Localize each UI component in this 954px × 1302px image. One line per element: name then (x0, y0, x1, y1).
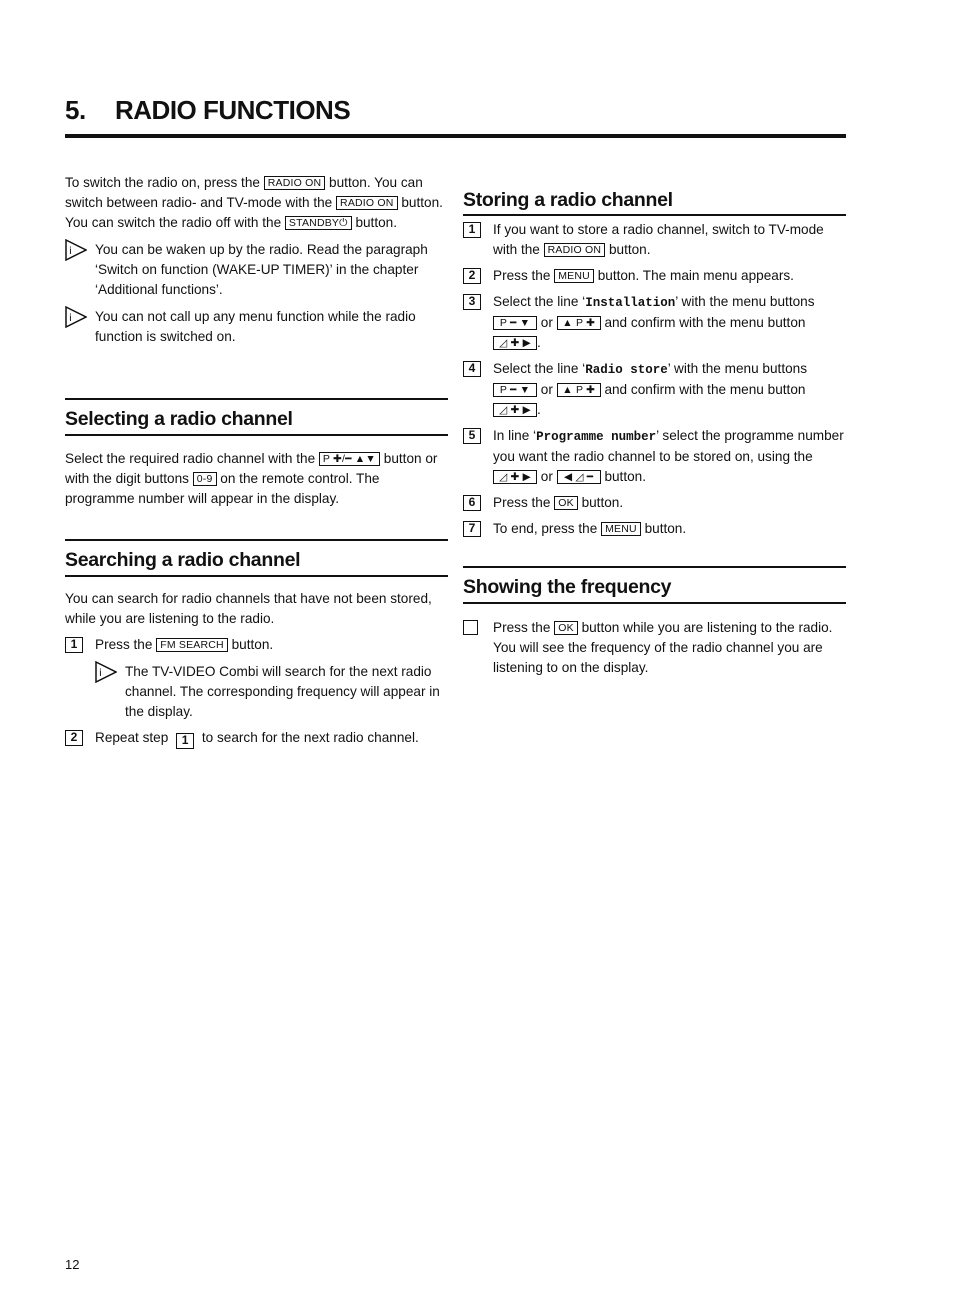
p-minus-key: P ━ ▼ (493, 383, 537, 397)
section-heading (463, 190, 846, 216)
step-item: 5 In line ‘Programme number’ select the programme number you want the radio channel to be stored on, using the ◿ ✚ ▶ or ◀ ◿ ━ button. (463, 426, 846, 487)
p-minus-key: P ━ ▼ (493, 316, 537, 330)
ok-key: OK (554, 621, 578, 635)
info-icon (95, 661, 117, 683)
menu-line-name: Installation (585, 296, 676, 310)
left-column (65, 173, 448, 347)
intro-paragraph: To switch the radio on, press the RADIO ON button. You can switch between radio- and TV-mode with the RADIO ON button. You can switch the radio off with the STANDBY⏻ button. (65, 175, 443, 230)
step-number: 7 (463, 521, 481, 537)
ok-key: OK (554, 496, 578, 510)
volume-plus-key: ◿ ✚ ▶ (493, 336, 537, 350)
step-item: 4 Select the line ‘Radio store’ with the menu buttons P ━ ▼ or ▲ P ✚ and confirm with the menu button ◿ ✚ ▶ . (463, 359, 846, 420)
program-key: P ✚/━ ▲▼ (319, 452, 380, 466)
section-heading (65, 398, 448, 436)
radio-on-key: RADIO ON (544, 243, 606, 257)
note-text: You can not call up any menu function while the radio function is switched on. (95, 309, 416, 344)
radio-on-key: RADIO ON (336, 196, 398, 210)
step-number: 6 (463, 495, 481, 511)
section-paragraph: Select the required radio channel with the P ✚/━ ▲▼ button or with the digit buttons 0-9 on the remote control. The programme number will appear in the display. (65, 451, 438, 506)
searching-section (65, 539, 448, 749)
step-item: 1 Press the FM SEARCH button. (65, 635, 448, 655)
volume-plus-key: ◿ ✚ ▶ (493, 403, 537, 417)
step-number: 2 (65, 730, 83, 746)
step-item: 2 Press the MENU button. The main menu appears. (463, 266, 846, 286)
standby-key: STANDBY⏻ (285, 216, 352, 230)
section-title: Selecting a radio channel (65, 408, 293, 430)
svg-text:i: i (69, 246, 72, 257)
digit-key: 0-9 (193, 472, 217, 486)
frequency-section (463, 566, 846, 678)
step-reference: 1 (176, 733, 194, 749)
section-title: Searching a radio channel (65, 549, 301, 571)
section-heading (65, 539, 448, 577)
step-item: 7 To end, press the MENU button. (463, 519, 846, 539)
step-number: 5 (463, 428, 481, 444)
step-item: 1 If you want to store a radio channel, switch to TV-mode with the RADIO ON button. (463, 220, 846, 260)
volume-plus-key: ◿ ✚ ▶ (493, 470, 537, 484)
note-text: The TV-VIDEO Combi will search for the next radio channel. The corresponding frequency will appear in the display. (125, 664, 440, 719)
step-number: 3 (463, 294, 481, 310)
radio-on-key: RADIO ON (264, 176, 326, 190)
menu-key: MENU (554, 269, 594, 283)
section-title: Showing the frequency (463, 576, 672, 598)
menu-line-name: Radio store (585, 363, 668, 377)
info-icon (65, 239, 87, 261)
p-plus-key: ▲ P ✚ (557, 316, 601, 330)
svg-text:i: i (69, 313, 72, 324)
info-note (95, 662, 448, 722)
step-item: Press the OK button while you are listening to the radio. You will see the frequency of the radio channel you are listening to on the display. (463, 618, 846, 678)
info-note (65, 307, 448, 347)
chapter-heading (65, 95, 846, 138)
step-number: 1 (65, 637, 83, 653)
fm-search-key: FM SEARCH (156, 638, 228, 652)
info-note (65, 240, 448, 300)
step-number: 2 (463, 268, 481, 284)
p-plus-key: ▲ P ✚ (557, 383, 601, 397)
note-text: You can be waken up by the radio. Read the paragraph ‘Switch on function (WAKE-UP TIMER)’ in the chapter ‘Additional functions’. (95, 242, 428, 297)
step-item: 3 Select the line ‘Installation’ with the menu buttons P ━ ▼ or ▲ P ✚ and confirm with the menu button ◿ ✚ ▶ . (463, 292, 846, 353)
volume-minus-key: ◀ ◿ ━ (557, 470, 601, 484)
menu-key: MENU (601, 522, 641, 536)
menu-line-name: Programme number (536, 430, 657, 444)
section-paragraph: You can search for radio channels that have not been stored, while you are listening to the radio. (65, 591, 432, 626)
step-item: 6 Press the OK button. (463, 493, 846, 513)
chapter-number: 5. (65, 95, 86, 125)
chapter-title: RADIO FUNCTIONS (115, 95, 351, 125)
section-title: Storing a radio channel (463, 189, 673, 211)
step-number: 1 (463, 222, 481, 238)
storing-section (463, 190, 846, 539)
section-heading (463, 566, 846, 604)
svg-text:i: i (99, 668, 102, 679)
selecting-section (65, 398, 448, 509)
info-icon (65, 306, 87, 328)
step-number: 4 (463, 361, 481, 377)
page-number: 12 (65, 1257, 80, 1272)
checkbox-bullet (463, 620, 478, 635)
step-item: 2 Repeat step 1 to search for the next radio channel. (65, 728, 448, 749)
